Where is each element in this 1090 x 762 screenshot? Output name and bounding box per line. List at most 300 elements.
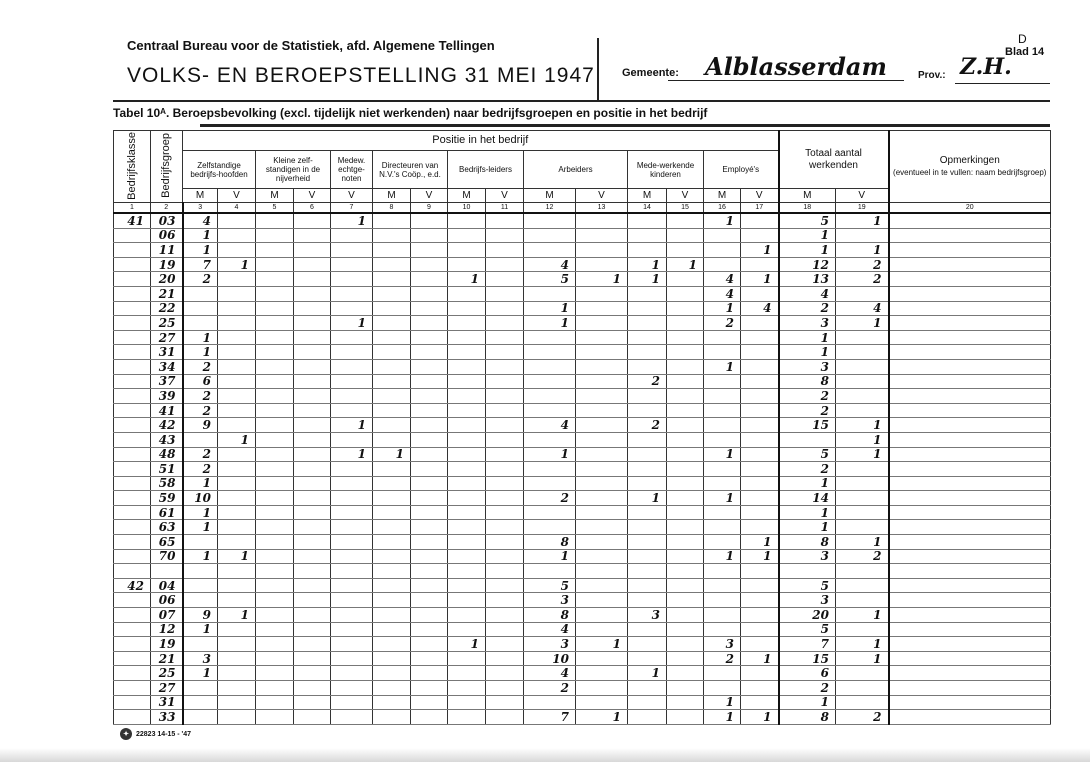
value-cell-col-11 <box>486 535 524 550</box>
value-cell-col-10 <box>448 491 486 506</box>
value-cell-col-4: 1 <box>218 549 256 564</box>
value-cell-col-5 <box>256 257 294 272</box>
value-cell-col-9 <box>411 593 448 608</box>
value-cell-col-12 <box>524 345 576 360</box>
value-cell-col-6 <box>294 243 331 258</box>
value-cell-col-14 <box>628 316 667 331</box>
table-row <box>114 389 1051 404</box>
value-cell-col-3 <box>183 564 218 579</box>
klasse-cell <box>114 330 151 345</box>
value-cell-col-13 <box>576 243 628 258</box>
value-cell-col-17 <box>741 476 779 491</box>
value-cell-col-11 <box>486 432 524 447</box>
value-cell-col-3: 2 <box>183 389 218 404</box>
value-cell-col-3: 7 <box>183 257 218 272</box>
value-cell-col-15 <box>667 330 704 345</box>
value-cell-col-14 <box>628 228 667 243</box>
value-cell-col-9 <box>411 608 448 623</box>
value-cell-col-5 <box>256 666 294 681</box>
table-row <box>114 578 1051 593</box>
value-cell-col-18: 4 <box>779 286 836 301</box>
value-cell-col-8: 1 <box>373 447 411 462</box>
value-cell-col-4 <box>218 301 256 316</box>
value-cell-col-5 <box>256 535 294 550</box>
value-cell-col-12: 7 <box>524 710 576 725</box>
value-cell-col-12 <box>524 359 576 374</box>
value-cell-col-16: 2 <box>704 651 741 666</box>
table-row <box>114 535 1051 550</box>
value-cell-col-12: 1 <box>524 301 576 316</box>
col-groep-label: Bedrijfsgroep <box>160 133 172 198</box>
value-cell-col-15: 1 <box>667 257 704 272</box>
value-cell-col-10 <box>448 345 486 360</box>
value-cell-col-9 <box>411 272 448 287</box>
groep-cell: 39 <box>151 389 183 404</box>
table-row <box>114 243 1051 258</box>
value-cell-col-5 <box>256 316 294 331</box>
table-row <box>114 447 1051 462</box>
value-cell-col-19 <box>836 476 889 491</box>
col-number-14: 14 <box>628 203 667 214</box>
opmerkingen-cell <box>889 608 1051 623</box>
value-cell-col-4 <box>218 374 256 389</box>
value-cell-col-4 <box>218 593 256 608</box>
value-cell-col-11 <box>486 359 524 374</box>
value-cell-col-19 <box>836 359 889 374</box>
opmerkingen-cell <box>889 316 1051 331</box>
table-row <box>114 505 1051 520</box>
value-cell-col-4 <box>218 418 256 433</box>
value-cell-col-18: 5 <box>779 213 836 228</box>
value-cell-col-6 <box>294 695 331 710</box>
value-cell-col-5 <box>256 243 294 258</box>
value-cell-col-10 <box>448 681 486 696</box>
value-cell-col-7: 1 <box>331 213 373 228</box>
value-cell-col-16 <box>704 622 741 637</box>
klasse-cell <box>114 316 151 331</box>
col-number-11: 11 <box>486 203 524 214</box>
value-cell-col-6 <box>294 505 331 520</box>
klasse-cell <box>114 666 151 681</box>
value-cell-col-9 <box>411 651 448 666</box>
value-cell-col-17: 1 <box>741 651 779 666</box>
value-cell-col-11 <box>486 666 524 681</box>
value-cell-col-9 <box>411 359 448 374</box>
value-cell-col-14 <box>628 330 667 345</box>
value-cell-col-4 <box>218 505 256 520</box>
value-cell-col-9 <box>411 681 448 696</box>
value-cell-col-7 <box>331 301 373 316</box>
value-cell-col-13 <box>576 564 628 579</box>
value-cell-col-5 <box>256 330 294 345</box>
value-cell-col-5 <box>256 622 294 637</box>
value-cell-col-16: 1 <box>704 549 741 564</box>
col-number-1: 1 <box>114 203 151 214</box>
groep-cell: 06 <box>151 228 183 243</box>
value-cell-col-16 <box>704 432 741 447</box>
value-cell-col-3: 2 <box>183 272 218 287</box>
groep-cell: 61 <box>151 505 183 520</box>
table-row <box>114 608 1051 623</box>
table-row <box>114 374 1051 389</box>
value-cell-col-5 <box>256 505 294 520</box>
value-cell-col-8 <box>373 535 411 550</box>
value-cell-col-8 <box>373 549 411 564</box>
value-cell-col-7 <box>331 681 373 696</box>
value-cell-col-6 <box>294 389 331 404</box>
value-cell-col-15 <box>667 213 704 228</box>
klasse-cell <box>114 520 151 535</box>
value-cell-col-4 <box>218 491 256 506</box>
value-cell-col-4 <box>218 345 256 360</box>
value-cell-col-12 <box>524 695 576 710</box>
value-cell-col-13 <box>576 389 628 404</box>
value-cell-col-19 <box>836 389 889 404</box>
sub-header-14: M <box>628 189 667 203</box>
value-cell-col-7: 1 <box>331 316 373 331</box>
employes-header: Employé's <box>704 151 779 189</box>
value-cell-col-19 <box>836 228 889 243</box>
value-cell-col-3 <box>183 695 218 710</box>
value-cell-col-6 <box>294 359 331 374</box>
value-cell-col-17 <box>741 637 779 652</box>
divider <box>200 124 1050 127</box>
value-cell-col-8 <box>373 213 411 228</box>
groep-cell: 63 <box>151 520 183 535</box>
value-cell-col-8 <box>373 330 411 345</box>
value-cell-col-16 <box>704 681 741 696</box>
value-cell-col-15 <box>667 476 704 491</box>
value-cell-col-14 <box>628 549 667 564</box>
value-cell-col-6 <box>294 301 331 316</box>
value-cell-col-11 <box>486 578 524 593</box>
value-cell-col-9 <box>411 622 448 637</box>
value-cell-col-11 <box>486 272 524 287</box>
value-cell-col-19 <box>836 666 889 681</box>
value-cell-col-15 <box>667 403 704 418</box>
value-cell-col-10 <box>448 213 486 228</box>
table-row <box>114 316 1051 331</box>
sub-header-17: V <box>741 189 779 203</box>
value-cell-col-15 <box>667 286 704 301</box>
positie-header: Positie in het bedrijf <box>183 131 779 151</box>
value-cell-col-17 <box>741 578 779 593</box>
value-cell-col-17 <box>741 695 779 710</box>
value-cell-col-13 <box>576 257 628 272</box>
value-cell-col-7 <box>331 593 373 608</box>
value-cell-col-4 <box>218 243 256 258</box>
value-cell-col-13: 1 <box>576 710 628 725</box>
groep-cell: 25 <box>151 666 183 681</box>
value-cell-col-11 <box>486 651 524 666</box>
value-cell-col-15 <box>667 418 704 433</box>
value-cell-col-12: 2 <box>524 681 576 696</box>
value-cell-col-12: 3 <box>524 637 576 652</box>
value-cell-col-13 <box>576 593 628 608</box>
value-cell-col-18: 5 <box>779 447 836 462</box>
value-cell-col-14: 1 <box>628 272 667 287</box>
value-cell-col-3 <box>183 535 218 550</box>
value-cell-col-14: 1 <box>628 257 667 272</box>
value-cell-col-4 <box>218 316 256 331</box>
value-cell-col-10 <box>448 330 486 345</box>
table-row <box>114 418 1051 433</box>
value-cell-col-4 <box>218 330 256 345</box>
value-cell-col-19: 1 <box>836 213 889 228</box>
value-cell-col-7 <box>331 651 373 666</box>
value-cell-col-6 <box>294 257 331 272</box>
value-cell-col-13: 1 <box>576 272 628 287</box>
value-cell-col-6 <box>294 316 331 331</box>
value-cell-col-10 <box>448 666 486 681</box>
value-cell-col-18: 3 <box>779 549 836 564</box>
value-cell-col-3 <box>183 593 218 608</box>
value-cell-col-3 <box>183 637 218 652</box>
value-cell-col-17 <box>741 228 779 243</box>
value-cell-col-4 <box>218 389 256 404</box>
sub-header-19: V <box>836 189 889 203</box>
value-cell-col-3 <box>183 578 218 593</box>
groep-cell: 07 <box>151 608 183 623</box>
value-cell-col-4 <box>218 520 256 535</box>
sub-header-3: M <box>183 189 218 203</box>
value-cell-col-19: 2 <box>836 710 889 725</box>
value-cell-col-17: 1 <box>741 710 779 725</box>
opmerkingen-cell <box>889 257 1051 272</box>
arbeiders-header: Arbeiders <box>524 151 628 189</box>
value-cell-col-15 <box>667 549 704 564</box>
header-divider <box>597 38 599 102</box>
value-cell-col-17: 4 <box>741 301 779 316</box>
value-cell-col-18 <box>779 432 836 447</box>
value-cell-col-19: 1 <box>836 651 889 666</box>
value-cell-col-17 <box>741 622 779 637</box>
value-cell-col-5 <box>256 593 294 608</box>
value-cell-col-11 <box>486 564 524 579</box>
value-cell-col-17 <box>741 593 779 608</box>
cbs-logo-icon: ✦ <box>120 728 132 740</box>
value-cell-col-17 <box>741 359 779 374</box>
table-row <box>114 593 1051 608</box>
value-cell-col-17 <box>741 520 779 535</box>
value-cell-col-16: 3 <box>704 637 741 652</box>
value-cell-col-6 <box>294 710 331 725</box>
value-cell-col-16 <box>704 593 741 608</box>
value-cell-col-19 <box>836 462 889 477</box>
opmerkingen-cell <box>889 359 1051 374</box>
value-cell-col-8 <box>373 564 411 579</box>
value-cell-col-4 <box>218 578 256 593</box>
value-cell-col-8 <box>373 272 411 287</box>
value-cell-col-17 <box>741 432 779 447</box>
value-cell-col-12 <box>524 389 576 404</box>
value-cell-col-11 <box>486 447 524 462</box>
value-cell-col-19 <box>836 578 889 593</box>
value-cell-col-18: 1 <box>779 505 836 520</box>
value-cell-col-12 <box>524 520 576 535</box>
value-cell-col-16: 2 <box>704 316 741 331</box>
col-number-13: 13 <box>576 203 628 214</box>
value-cell-col-4 <box>218 359 256 374</box>
table-row <box>114 432 1051 447</box>
value-cell-col-11 <box>486 330 524 345</box>
value-cell-col-7 <box>331 228 373 243</box>
value-cell-col-3: 2 <box>183 359 218 374</box>
value-cell-col-14 <box>628 622 667 637</box>
sub-header-11: V <box>486 189 524 203</box>
col-number-8: 8 <box>373 203 411 214</box>
value-cell-col-14: 1 <box>628 666 667 681</box>
groep-cell: 11 <box>151 243 183 258</box>
col-number-15: 15 <box>667 203 704 214</box>
table-row <box>114 476 1051 491</box>
value-cell-col-9 <box>411 243 448 258</box>
value-cell-col-12 <box>524 505 576 520</box>
value-cell-col-19: 1 <box>836 637 889 652</box>
table-row <box>114 272 1051 287</box>
table-row <box>114 359 1051 374</box>
value-cell-col-13 <box>576 316 628 331</box>
value-cell-col-10 <box>448 564 486 579</box>
value-cell-col-8 <box>373 637 411 652</box>
table-row <box>114 345 1051 360</box>
value-cell-col-10 <box>448 608 486 623</box>
table-row <box>114 622 1051 637</box>
value-cell-col-18: 15 <box>779 651 836 666</box>
value-cell-col-9 <box>411 476 448 491</box>
value-cell-col-10 <box>448 243 486 258</box>
value-cell-col-15 <box>667 710 704 725</box>
value-cell-col-3: 1 <box>183 520 218 535</box>
value-cell-col-3 <box>183 316 218 331</box>
klasse-cell <box>114 359 151 374</box>
value-cell-col-12: 1 <box>524 316 576 331</box>
value-cell-col-11 <box>486 710 524 725</box>
value-cell-col-18: 2 <box>779 301 836 316</box>
col-number-3: 3 <box>183 203 218 214</box>
groep-cell: 59 <box>151 491 183 506</box>
groep-cell: 21 <box>151 651 183 666</box>
value-cell-col-9 <box>411 257 448 272</box>
value-cell-col-5 <box>256 564 294 579</box>
value-cell-col-7 <box>331 578 373 593</box>
value-cell-col-6 <box>294 447 331 462</box>
value-cell-col-9 <box>411 330 448 345</box>
value-cell-col-18: 6 <box>779 666 836 681</box>
value-cell-col-3 <box>183 681 218 696</box>
value-cell-col-5 <box>256 228 294 243</box>
groep-cell: 43 <box>151 432 183 447</box>
klasse-cell <box>114 491 151 506</box>
sub-header-7: V <box>331 189 373 203</box>
value-cell-col-6 <box>294 403 331 418</box>
value-cell-col-4 <box>218 695 256 710</box>
klasse-cell: 41 <box>114 213 151 228</box>
value-cell-col-9 <box>411 695 448 710</box>
value-cell-col-18: 1 <box>779 330 836 345</box>
klasse-cell <box>114 243 151 258</box>
opmerkingen-cell <box>889 330 1051 345</box>
opmerkingen-cell <box>889 243 1051 258</box>
opmerkingen-cell <box>889 520 1051 535</box>
prov-line <box>955 83 1050 84</box>
value-cell-col-16 <box>704 345 741 360</box>
value-cell-col-18: 8 <box>779 535 836 550</box>
value-cell-col-11 <box>486 213 524 228</box>
value-cell-col-9 <box>411 213 448 228</box>
value-cell-col-19: 2 <box>836 549 889 564</box>
value-cell-col-6 <box>294 651 331 666</box>
value-cell-col-17 <box>741 213 779 228</box>
value-cell-col-16: 4 <box>704 272 741 287</box>
value-cell-col-19 <box>836 564 889 579</box>
value-cell-col-16: 1 <box>704 491 741 506</box>
value-cell-col-13 <box>576 432 628 447</box>
value-cell-col-16 <box>704 418 741 433</box>
value-cell-col-10 <box>448 505 486 520</box>
value-cell-col-8 <box>373 243 411 258</box>
value-cell-col-5 <box>256 359 294 374</box>
value-cell-col-9 <box>411 505 448 520</box>
sub-header-15: V <box>667 189 704 203</box>
value-cell-col-4 <box>218 564 256 579</box>
value-cell-col-18: 3 <box>779 316 836 331</box>
value-cell-col-4: 1 <box>218 432 256 447</box>
value-cell-col-11 <box>486 462 524 477</box>
klasse-cell <box>114 286 151 301</box>
opmerkingen-cell <box>889 462 1051 477</box>
value-cell-col-19: 1 <box>836 418 889 433</box>
value-cell-col-11 <box>486 301 524 316</box>
klasse-cell <box>114 462 151 477</box>
opmerkingen-cell <box>889 213 1051 228</box>
value-cell-col-15 <box>667 228 704 243</box>
value-cell-col-4 <box>218 622 256 637</box>
value-cell-col-10 <box>448 622 486 637</box>
value-cell-col-13 <box>576 228 628 243</box>
value-cell-col-14 <box>628 564 667 579</box>
value-cell-col-7 <box>331 549 373 564</box>
value-cell-col-5 <box>256 345 294 360</box>
klasse-cell <box>114 710 151 725</box>
value-cell-col-14 <box>628 403 667 418</box>
value-cell-col-14: 2 <box>628 418 667 433</box>
value-cell-col-8 <box>373 301 411 316</box>
klasse-cell <box>114 389 151 404</box>
col-groep <box>151 131 183 203</box>
value-cell-col-11 <box>486 418 524 433</box>
opmerkingen-cell <box>889 637 1051 652</box>
institute-name: Centraal Bureau voor de Statistiek, afd. Algemene Tellingen <box>127 38 495 53</box>
sub-header-18: M <box>779 189 836 203</box>
table-row <box>114 549 1051 564</box>
value-cell-col-12: 10 <box>524 651 576 666</box>
value-cell-col-4 <box>218 710 256 725</box>
klasse-cell <box>114 622 151 637</box>
value-cell-col-10 <box>448 462 486 477</box>
form-code: 22823 14-15 - '47 <box>136 730 191 738</box>
value-cell-col-12: 4 <box>524 257 576 272</box>
value-cell-col-13 <box>576 213 628 228</box>
groep-cell: 65 <box>151 535 183 550</box>
value-cell-col-17 <box>741 257 779 272</box>
value-cell-col-12: 1 <box>524 447 576 462</box>
value-cell-col-6 <box>294 432 331 447</box>
value-cell-col-4 <box>218 651 256 666</box>
value-cell-col-19 <box>836 374 889 389</box>
value-cell-col-19: 4 <box>836 301 889 316</box>
value-cell-col-8 <box>373 359 411 374</box>
